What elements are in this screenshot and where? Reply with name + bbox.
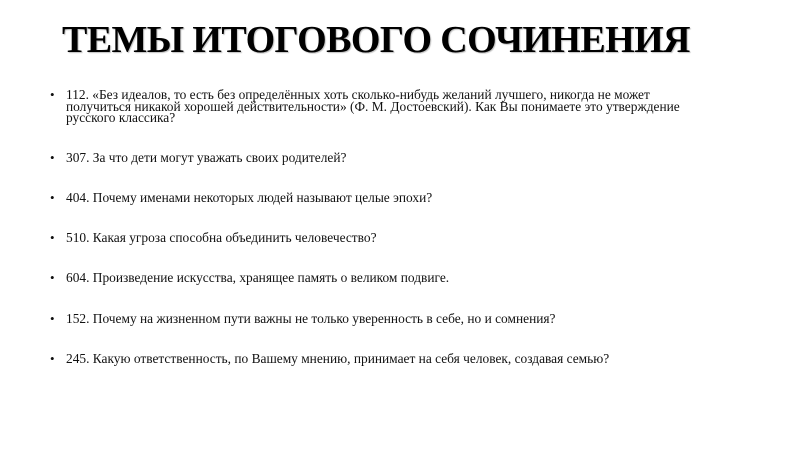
slide-title: ТЕМЫ ИТОГОВОГО СОЧИНЕНИЯ bbox=[62, 19, 690, 61]
bullet-icon: • bbox=[50, 311, 55, 326]
topic-text: 152. Почему на жизненном пути важны не только уверенность в себе, но и сомнения? bbox=[66, 311, 556, 326]
topic-text: 307. За что дети могут уважать своих родителей? bbox=[66, 150, 347, 165]
bullet-icon: • bbox=[50, 351, 55, 366]
bullet-icon: • bbox=[50, 87, 55, 102]
topic-text: 245. Какую ответственность, по Вашему мнению, принимает на себя человек, создавая семью? bbox=[66, 351, 610, 366]
topic-text: 404. Почему именами некоторых людей называют целые эпохи? bbox=[66, 190, 433, 205]
topic-text: 112. «Без идеалов, то есть без определённых хоть сколько-нибудь желаний лучшего, никогда не может получиться никакой хорошей действительности» (Ф. М. Достоевский). Как Вы понимаете это утверждение русского классика? bbox=[66, 87, 680, 125]
topic-text: 604. Произведение искусства, хранящее память о великом подвиге. bbox=[66, 270, 450, 285]
topic-text: 510. Какая угроза способна объединить человечество? bbox=[66, 230, 377, 245]
bullet-icon: • bbox=[50, 230, 55, 245]
bullet-icon: • bbox=[50, 190, 55, 205]
bullet-icon: • bbox=[50, 150, 55, 165]
bullet-icon: • bbox=[50, 270, 55, 285]
